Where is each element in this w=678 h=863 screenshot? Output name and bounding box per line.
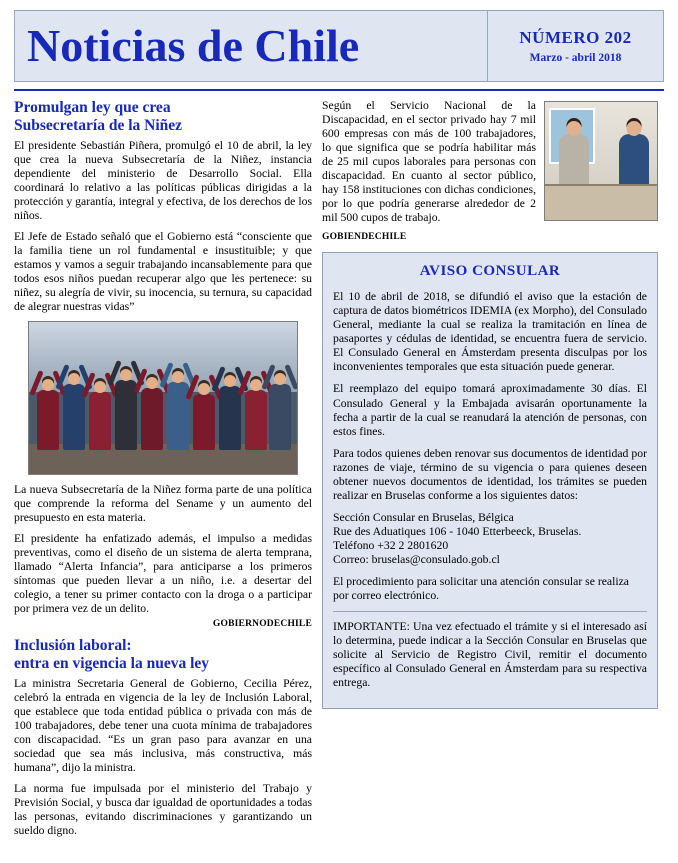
headline-line-2: entra en vigencia la nueva ley (14, 655, 210, 673)
aviso-address-line-2: Rue des Aduatiques 106 - 1040 Etterbeeck, Bruselas. (333, 524, 582, 538)
photo-child (219, 386, 241, 450)
aviso-address-line-3: Teléfono +32 2 2801620 (333, 538, 449, 552)
aviso-important-note: IMPORTANTE: Una vez efectuado el trámite y si el interesado así lo determina, puede indicar a la Sección Consular en Bruselas que solicite al Servicio de Registro Civil, remitir el documento específico al Consulado General en Ámsterdam para su respectiva entrega. (333, 619, 647, 690)
article-headline-inclusion (14, 637, 312, 673)
photo-child (245, 390, 267, 450)
aviso-address (333, 511, 647, 567)
masthead-divider (14, 89, 664, 91)
aviso-paragraph-2: El reemplazo del equipo tomará aproximadamente 30 días. El Consulado General y la Embajada avisarán oportunamente la fecha a partir de la cual se reanudará la atención de personas, con estos fines. (333, 382, 647, 438)
headline-line-2: Subsecretaría de la Niñez (14, 116, 183, 134)
article2-credit: GOBIENDECHILE (322, 232, 407, 243)
photo-child (37, 390, 59, 450)
article1-paragraph-4: El presidente ha enfatizado además, el impulso a medidas preventivas, como el diseño de un sistema de alerta temprana, llamado “Alerta Infancia”, para anticiparse a los primeros síntomas que pueden llevar a un niño, i.e. a desertar del colegio, a tener su primer contacto con la droga o a participar por primera vez de un delito. (14, 532, 312, 616)
headline-line-1: Inclusión laboral: (14, 637, 132, 655)
left-column (14, 99, 322, 861)
article2-paragraph-2: La norma fue impulsada por el ministerio del Trabajo y Previsión Social, y busca dar igualdad de oportunidades a todas las personas, evitando discriminaciones y garantizando un sueldo digno. (14, 782, 312, 838)
photo-desk (545, 184, 657, 220)
aviso-title: AVISO CONSULAR (419, 263, 561, 280)
article2-continuation: Según el Servicio Nacional de la Discapacidad, en el sector privado hay 7 mil 600 empresas con más de 100 trabajadores, lo que significa que se podría habilitar más de 25 mil cupos laborales para personas con discapacidad. En cuanto al sector público, hay 158 instituciones con dichas condiciones, por lo que podría generarse alrededor de 2 mil 500 cupos de trabajo. (322, 99, 536, 225)
photo-child (89, 392, 111, 450)
headline-line-1: Promulgan ley que crea (14, 99, 171, 116)
masthead (14, 10, 664, 82)
photo-person-official (619, 134, 649, 190)
issue-date: Marzo - abril 2018 (529, 52, 622, 64)
article1-credit: GOBIERNODECHILE (212, 619, 312, 630)
issue-info (487, 11, 663, 81)
article1-paragraph-3: La nueva Subsecretaría de la Niñez forma parte de una política que comprende la reforma del Sename y un aumento del presupuesto en esta materia. (14, 483, 312, 525)
article1-paragraph-2: El Jefe de Estado señaló que el Gobierno está “consciente que la familia tiene un rol fundamental e insustituible; y que estamos y vamos a seguir trabajando incansablemente para que todos esos niños puedan recuperar algo que les pertenece: su niñez, su alegría de vivir, su inocencia, su ternura, su capacidad de alegrar nuestras vidas” (14, 229, 312, 313)
photo-person-visitor (559, 134, 589, 190)
photo-child (193, 394, 215, 450)
aviso-address-line-1: Sección Consular en Bruselas, Bélgica (333, 510, 514, 524)
content-columns (14, 99, 664, 861)
photo-consular-office (544, 101, 658, 221)
photo-school-children (28, 321, 298, 475)
photo-child (141, 388, 163, 450)
right-column (322, 99, 658, 861)
aviso-divider (333, 611, 647, 612)
aviso-consular-box (322, 252, 658, 709)
aviso-address-email[interactable]: Correo: bruselas@consulado.gob.cl (333, 552, 500, 566)
photo-child (167, 382, 189, 450)
article-headline-subsecretaria (14, 99, 312, 135)
article1-paragraph-1: El presidente Sebastián Piñera, promulgó el 10 de abril, la ley que crea la nueva Subsecretaría de la Niñez, instancia dependiente del ministerio de Desarrollo Social. Ella coordinará lo relativo a las políticas públicas dirigidas a la protección y garantía, integral y efectiva, de los derechos de los niños. (14, 138, 312, 222)
article2-paragraph-1: La ministra Secretaria General de Gobierno, Cecilia Pérez, celebró la entrada en vigencia de la ley de Inclusión Laboral, que establece que toda entidad pública o privada con más de 100 trabajadores, debe tener una cuota mínima de trabajadores con discapacidad. “Es un gran paso para avanzar en una sociedad que sea más inclusiva, más constructiva, más humana”, dijo la ministra. (14, 676, 312, 775)
aviso-paragraph-1: El 10 de abril de 2018, se difundió el aviso que la estación de captura de datos biométricos IDEMIA (ex Morpho), del Consulado General, mediante la cual se realiza la tramitación en línea de pasaportes y cédulas de identidad, se encuentra fuera de servicio. El Consulado General en Ámsterdam presenta disculpas por los inconvenientes temporales que esta situación puede generar. (333, 290, 647, 374)
photo-child (269, 384, 291, 450)
issue-number: NÚMERO 202 (519, 28, 632, 47)
aviso-paragraph-3: Para todos quienes deben renovar sus documentos de identidad por razones de viaje, término de su vigencia o para quienes deseen obtener nuevos documentos de identidad, los trámites se pueden realizar en Bruselas conforme a los siguientes datos: (333, 446, 647, 502)
publication-title: Noticias de Chile (27, 20, 360, 71)
aviso-paragraph-4: El procedimiento para solicitar una atención consular se realiza por correo electrónico. (333, 574, 629, 602)
